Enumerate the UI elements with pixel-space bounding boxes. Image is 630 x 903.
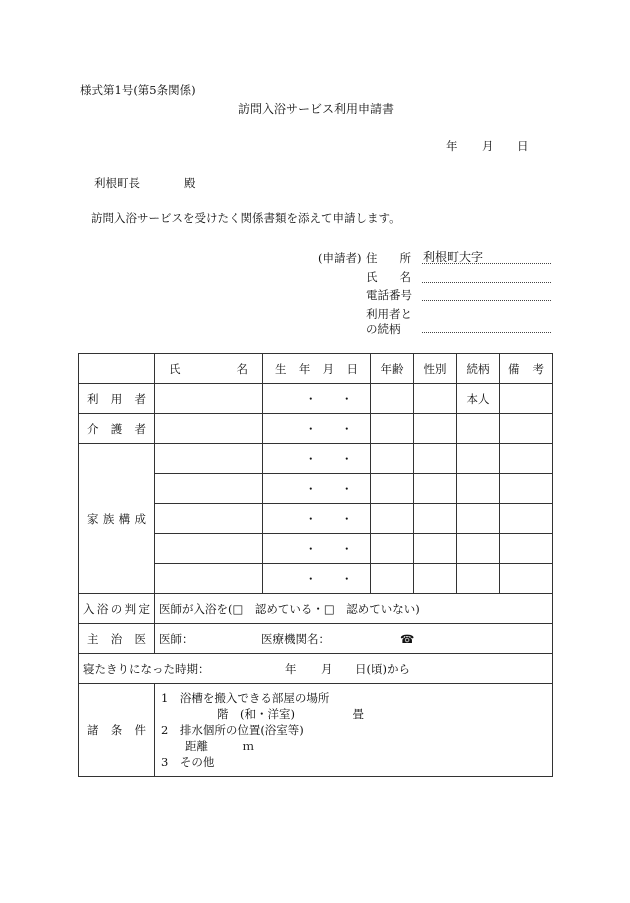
condition-line-3: 2 排水個所の位置(浴室等): [161, 723, 304, 737]
application-table: [78, 353, 553, 777]
header-birthday-cell: [263, 354, 371, 384]
caregiver-birthday-cell[interactable]: ・ ・: [263, 414, 371, 444]
family-age-cell[interactable]: [371, 564, 414, 594]
relation-field[interactable]: [422, 332, 551, 333]
family-relation-cell[interactable]: [457, 504, 500, 534]
user-sex-cell[interactable]: [414, 384, 457, 414]
table-row: [79, 384, 553, 414]
phone-icon: ☎: [400, 631, 415, 646]
family-age-cell[interactable]: [371, 504, 414, 534]
header-sex: 性別: [414, 354, 457, 384]
name-label-wrap: [366, 269, 411, 285]
family-remarks-cell[interactable]: [500, 564, 553, 594]
condition-line-5: 3 その他: [161, 755, 215, 769]
bedridden-year: 年: [285, 661, 297, 676]
caregiver-name-cell[interactable]: [155, 414, 263, 444]
addressee-name: 利根町長: [94, 176, 140, 190]
row-label-conditions: 諸条件: [79, 684, 155, 777]
bedridden-month: 月: [321, 661, 333, 676]
addressee-honorific: 殿: [184, 176, 196, 190]
family-age-cell[interactable]: [371, 534, 414, 564]
address-line: [422, 263, 551, 264]
date-year-label: 年: [446, 139, 458, 153]
header-remarks-cell: [500, 354, 553, 384]
condition-line-4: 距離 ｍ: [185, 739, 254, 753]
address-label-wrap: [366, 250, 411, 266]
row-label-doctor: 主治医: [79, 624, 155, 654]
date-day-label: 日: [517, 139, 529, 153]
header-birthday: 生 年 月 日: [275, 361, 358, 376]
bedridden-tail: 日(頃)から: [355, 661, 410, 676]
row-label-user: 利用者: [79, 384, 155, 414]
family-sex-cell[interactable]: [414, 564, 457, 594]
caregiver-sex-cell[interactable]: [414, 414, 457, 444]
institution-label: 医療機関名：: [261, 631, 330, 646]
caregiver-age-cell[interactable]: [371, 414, 414, 444]
user-remarks-cell[interactable]: [500, 384, 553, 414]
family-birthday-cell[interactable]: ・ ・: [263, 564, 371, 594]
document-title: 訪問入浴サービス利用申請書: [238, 102, 395, 116]
doctor-label: 医師：: [159, 631, 194, 646]
table-row: [79, 444, 553, 474]
bath-judgement-row: [79, 594, 553, 624]
user-relation-cell: 本人: [457, 384, 500, 414]
family-age-cell[interactable]: [371, 444, 414, 474]
caregiver-remarks-cell[interactable]: [500, 414, 553, 444]
header-remarks: 備 考: [508, 361, 544, 376]
user-age-cell[interactable]: [371, 384, 414, 414]
conditions-cell[interactable]: [155, 684, 553, 777]
relation-label-1: 利用者と: [366, 307, 412, 321]
condition-line-2: 階 (和・洋室) 畳: [217, 707, 364, 721]
applicant-name-label: 氏 名: [366, 270, 411, 284]
intro-text: 訪問入浴サービスを受けたく関係書類を添えて申請します。: [91, 211, 401, 225]
user-name-cell[interactable]: [155, 384, 263, 414]
conditions-row: [79, 684, 553, 777]
doctor-row: [79, 624, 553, 654]
family-relation-cell[interactable]: [457, 564, 500, 594]
table-row: [79, 414, 553, 444]
header-age: 年齢: [371, 354, 414, 384]
bedridden-label: 寝たきりになった時期：: [83, 661, 210, 676]
family-remarks-cell[interactable]: [500, 444, 553, 474]
row-label-family: 家族構成: [79, 444, 155, 594]
family-birthday-cell[interactable]: ・ ・: [263, 504, 371, 534]
family-remarks-cell[interactable]: [500, 474, 553, 504]
family-name-cell[interactable]: [155, 534, 263, 564]
family-name-cell[interactable]: [155, 474, 263, 504]
address-label: 住 所: [366, 251, 411, 265]
family-birthday-cell[interactable]: ・ ・: [263, 534, 371, 564]
header-name: 氏 名: [169, 361, 248, 376]
applicant-name-field[interactable]: [422, 282, 551, 283]
condition-line-1: 1 浴槽を搬入できる部屋の場所: [161, 691, 330, 705]
family-birthday-cell[interactable]: ・ ・: [263, 444, 371, 474]
family-age-cell[interactable]: [371, 474, 414, 504]
header-relation: 続柄: [457, 354, 500, 384]
bath-judgement-text[interactable]: 医師が入浴を(□ 認めている・□ 認めていない): [155, 594, 553, 624]
family-sex-cell[interactable]: [414, 474, 457, 504]
family-relation-cell[interactable]: [457, 534, 500, 564]
relation-label-2: の続柄: [366, 322, 401, 336]
doctor-cell[interactable]: [155, 624, 553, 654]
family-relation-cell[interactable]: [457, 444, 500, 474]
row-label-bath: 入浴の判定: [79, 594, 155, 624]
header-blank: [79, 354, 155, 384]
date-month-label: 月: [482, 139, 494, 153]
family-sex-cell[interactable]: [414, 444, 457, 474]
family-name-cell[interactable]: [155, 564, 263, 594]
family-relation-cell[interactable]: [457, 474, 500, 504]
caregiver-relation-cell[interactable]: [457, 414, 500, 444]
family-name-cell[interactable]: [155, 444, 263, 474]
bedridden-cell[interactable]: [79, 654, 553, 684]
family-sex-cell[interactable]: [414, 534, 457, 564]
family-sex-cell[interactable]: [414, 504, 457, 534]
form-number: 様式第1号(第5条関係): [80, 83, 196, 97]
row-label-caregiver: 介護者: [79, 414, 155, 444]
phone-field[interactable]: [422, 300, 551, 301]
bedridden-row: [79, 654, 553, 684]
applicant-label: (申請者): [318, 251, 362, 265]
family-birthday-cell[interactable]: ・ ・: [263, 474, 371, 504]
table-header-row: [79, 354, 553, 384]
family-remarks-cell[interactable]: [500, 504, 553, 534]
family-remarks-cell[interactable]: [500, 534, 553, 564]
user-birthday-cell[interactable]: ・ ・: [263, 384, 371, 414]
phone-label: 電話番号: [366, 288, 412, 302]
address-value[interactable]: 利根町大字: [423, 250, 484, 264]
family-name-cell[interactable]: [155, 504, 263, 534]
header-name-cell: [155, 354, 263, 384]
